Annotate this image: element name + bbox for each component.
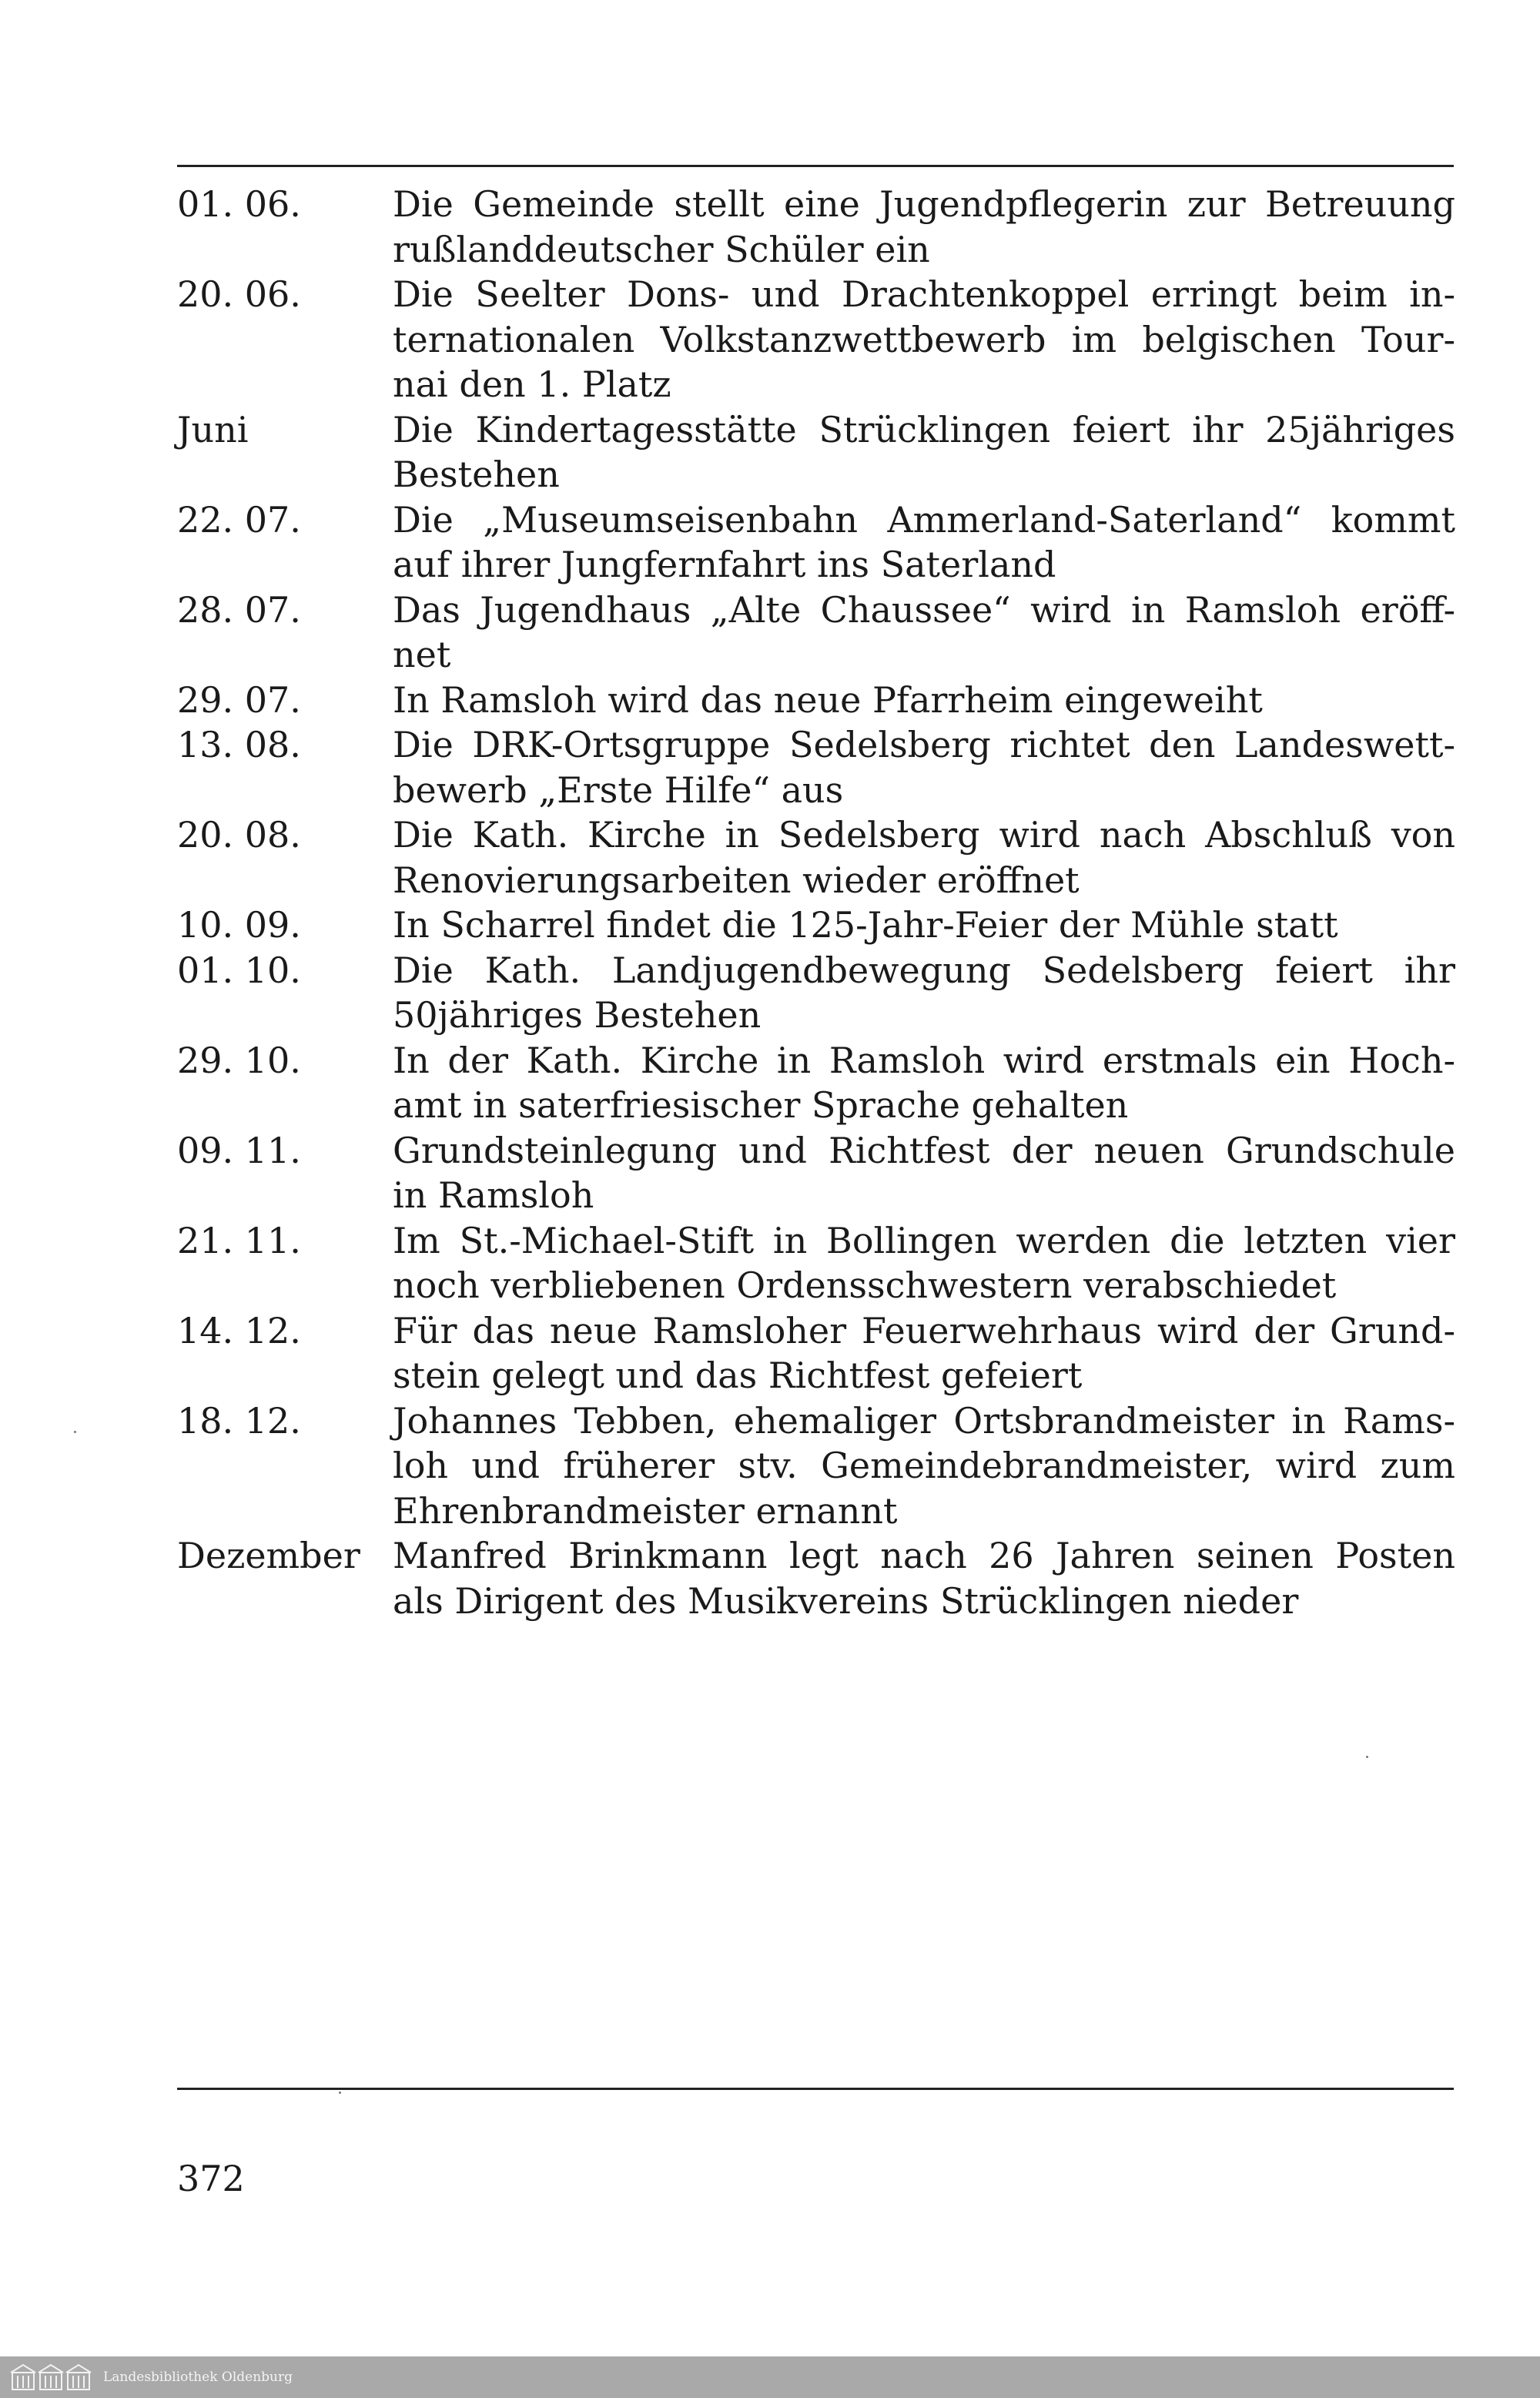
- entry-text-line: Das Jugendhaus „Alte Chaussee“ wird in Ramsloh eröff-: [393, 588, 1455, 631]
- entry-date: 20. 06.: [177, 273, 301, 315]
- chronicle-entry: [177, 1038, 1455, 1128]
- chronicle-entry: [177, 1308, 1455, 1398]
- entry-text: [393, 1038, 1455, 1128]
- library-building-icon: [8, 2362, 94, 2393]
- entry-text: [393, 1398, 1455, 1534]
- entry-date: 21. 11.: [177, 1219, 301, 1261]
- entry-text-line: noch verbliebenen Ordensschwestern verabschiedet: [393, 1264, 1337, 1306]
- entry-text-line: stein gelegt und das Richtfest gefeiert: [393, 1355, 1083, 1396]
- scan-speck: [339, 2092, 341, 2094]
- chronicle-entry: [177, 497, 1455, 588]
- entry-date: 18. 12.: [177, 1399, 301, 1442]
- entry-text: [393, 903, 1455, 948]
- entry-text: [393, 182, 1455, 272]
- entry-text-line: Im St.-Michael-Stift in Bollingen werden die letzten vier: [393, 1219, 1455, 1261]
- chronicle-entry: [177, 948, 1455, 1038]
- top-rule: [177, 165, 1454, 167]
- entry-text: [393, 407, 1455, 497]
- entry-text: [393, 1128, 1455, 1218]
- entry-text-line: Ehrenbrandmeister ernannt: [393, 1489, 898, 1532]
- entry-text-line: ternationalen Volkstanzwettbewerb im belgischen Tour-: [393, 318, 1455, 360]
- chronicle-entry: [177, 1533, 1455, 1623]
- entry-text-line: Die „Museumseisenbahn Ammerland-Saterland“ kommt: [393, 498, 1455, 541]
- entry-date: 29. 07.: [177, 678, 301, 721]
- entry-text-line: Die DRK-Ortsgruppe Sedelsberg richtet den Landeswett-: [393, 724, 1455, 765]
- entry-text-line: net: [393, 634, 451, 675]
- scan-speck: [74, 1431, 76, 1433]
- chronicle-entry: [177, 1128, 1455, 1218]
- chronicle-entry: [177, 678, 1455, 723]
- chronicle-entry: [177, 812, 1455, 903]
- entry-date: 29. 10.: [177, 1039, 301, 1081]
- chronicle-entry: [177, 407, 1455, 497]
- entry-text-line: loh und früherer stv. Gemeindebrandmeister, wird zum: [393, 1445, 1455, 1486]
- entry-text-line: Die Kath. Landjugendbewegung Sedelsberg feiert ihr: [393, 949, 1455, 991]
- entry-date: 01. 06.: [177, 183, 301, 225]
- chronicle-entry: [177, 182, 1455, 272]
- entry-text-line: nai den 1. Platz: [393, 363, 671, 405]
- entry-text-line: In Ramsloh wird das neue Pfarrheim eingeweiht: [393, 678, 1263, 721]
- entry-text-line: 50jähriges Bestehen: [393, 994, 762, 1036]
- entry-date: 14. 12.: [177, 1309, 301, 1351]
- entry-text: [393, 948, 1455, 1038]
- entry-text-line: als Dirigent des Musikvereins Strücklingen nieder: [393, 1579, 1299, 1622]
- chronicle-entry: [177, 903, 1455, 948]
- chronicle-entries: [177, 182, 1455, 1623]
- library-name: Landesbibliothek Oldenburg: [103, 2370, 293, 2385]
- entry-text-line: Die Kindertagesstätte Strücklingen feiert ihr 25jähriges: [393, 408, 1455, 450]
- entry-text-line: Manfred Brinkmann legt nach 26 Jahren seinen Posten: [393, 1535, 1455, 1576]
- entry-text-line: Die Gemeinde stellt eine Jugendpflegerin zur Betreuung: [393, 183, 1455, 225]
- entry-date: 09. 11.: [177, 1129, 301, 1171]
- entry-date: 28. 07.: [177, 588, 301, 631]
- entry-text: [393, 722, 1455, 812]
- chronicle-entry: [177, 1218, 1455, 1308]
- entry-text: [393, 588, 1455, 678]
- entry-text-line: Die Seelter Dons- und Drachtenkoppel erringt beim in-: [393, 273, 1455, 315]
- footer-bar: [0, 2356, 1540, 2398]
- entry-text-line: Für das neue Ramsloher Feuerwehrhaus wird der Grund-: [393, 1309, 1455, 1351]
- entry-date: Juni: [177, 408, 249, 450]
- entry-text: [393, 1308, 1455, 1398]
- entry-date: 01. 10.: [177, 949, 301, 991]
- chronicle-entry: [177, 1398, 1455, 1534]
- entry-text-line: In Scharrel findet die 125-Jahr-Feier der Mühle statt: [393, 904, 1338, 946]
- entry-text-line: in Ramsloh: [393, 1174, 594, 1216]
- entry-text: [393, 1533, 1455, 1623]
- entry-text-line: rußlanddeutscher Schüler ein: [393, 228, 930, 270]
- entry-text-line: Grundsteinlegung und Richtfest der neuen Grundschule: [393, 1129, 1455, 1171]
- bottom-rule: [177, 2088, 1454, 2090]
- chronicle-entry: [177, 722, 1455, 812]
- entry-text-line: auf ihrer Jungfernfahrt ins Saterland: [393, 544, 1056, 585]
- entry-text-line: amt in saterfriesischer Sprache gehalten: [393, 1084, 1129, 1126]
- entry-date: 20. 08.: [177, 814, 301, 856]
- chronicle-entry: [177, 272, 1455, 407]
- entry-text-line: Johannes Tebben, ehemaliger Ortsbrandmeister in Rams-: [393, 1399, 1455, 1442]
- entry-text-line: Bestehen: [393, 454, 560, 495]
- entry-text: [393, 678, 1455, 723]
- page-number: 372: [177, 2158, 245, 2199]
- entry-date: 13. 08.: [177, 724, 301, 765]
- entry-text: [393, 497, 1455, 588]
- entry-date: 22. 07.: [177, 498, 301, 541]
- entry-text-line: In der Kath. Kirche in Ramsloh wird erstmals ein Hoch-: [393, 1039, 1455, 1081]
- entry-text-line: Die Kath. Kirche in Sedelsberg wird nach Abschluß von: [393, 814, 1455, 856]
- entry-text: [393, 1218, 1455, 1308]
- entry-text-line: bewerb „Erste Hilfe“ aus: [393, 769, 844, 811]
- entry-date: 10. 09.: [177, 904, 301, 946]
- scan-speck: [1366, 1756, 1368, 1758]
- chronicle-entry: [177, 588, 1455, 678]
- entry-text: [393, 812, 1455, 903]
- entry-date: Dezember: [177, 1535, 360, 1576]
- entry-text: [393, 272, 1455, 407]
- entry-text-line: Renovierungsarbeiten wieder eröffnet: [393, 859, 1080, 901]
